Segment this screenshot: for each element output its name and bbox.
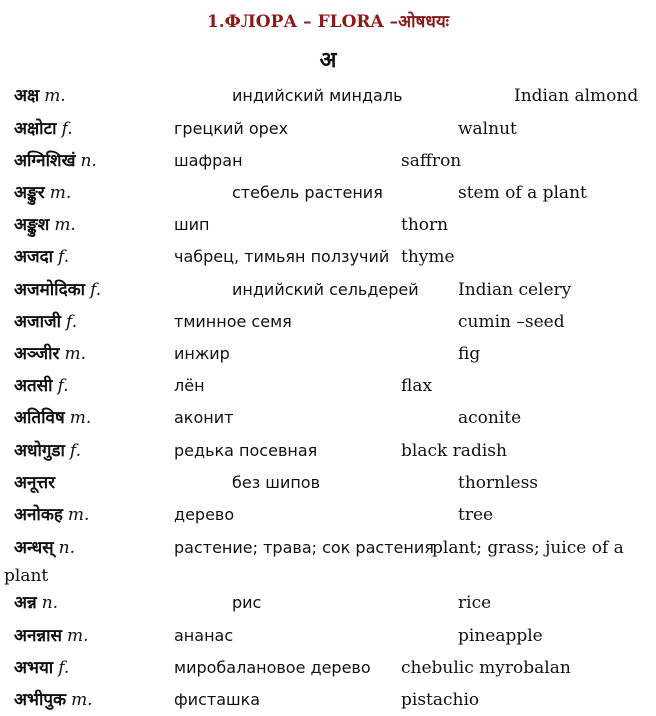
grammatical-gender: m. <box>64 344 86 364</box>
sanskrit-term: अग्निशिखं n. <box>14 151 97 171</box>
english-translation: tree <box>458 505 494 525</box>
english-translation: fig <box>458 344 481 364</box>
grammatical-gender: n. <box>58 538 76 558</box>
russian-translation: растение; трава; сок растения <box>174 538 434 557</box>
grammatical-gender: m. <box>71 690 93 710</box>
dictionary-entry <box>0 652 656 684</box>
english-translation-continuation: plant <box>4 566 49 586</box>
sanskrit-term: अन्न n. <box>14 593 59 613</box>
dictionary-entry <box>0 338 656 370</box>
english-translation: rice <box>458 593 492 613</box>
russian-translation: инжир <box>174 344 230 363</box>
dictionary-entry <box>0 370 656 402</box>
english-translation: plant; grass; juice of a <box>432 538 624 558</box>
grammatical-gender: f. <box>90 280 102 300</box>
russian-translation: редька посевная <box>174 441 318 460</box>
russian-translation: лён <box>174 376 205 395</box>
dictionary-entry <box>0 435 656 467</box>
sanskrit-term: अङ्कुर m. <box>14 183 72 203</box>
dictionary-entry <box>0 587 656 619</box>
grammatical-gender: f. <box>57 376 69 396</box>
russian-translation: рис <box>232 593 262 612</box>
sanskrit-term: अजदा f. <box>14 247 70 267</box>
sanskrit-term: अभया f. <box>14 658 70 678</box>
dictionary-entry <box>0 684 656 716</box>
grammatical-gender: m. <box>69 408 92 428</box>
dictionary-entry <box>0 209 656 241</box>
dictionary-entry <box>0 274 656 306</box>
dictionary-entry <box>0 306 656 338</box>
english-translation: pistachio <box>401 690 480 710</box>
dictionary-entry <box>0 177 656 209</box>
english-translation: walnut <box>458 119 517 139</box>
dictionary-entry <box>0 499 656 531</box>
grammatical-gender: f. <box>69 441 82 461</box>
sanskrit-term: अन्धस् n. <box>14 538 76 558</box>
english-translation: thyme <box>401 247 455 267</box>
grammatical-gender: f. <box>58 247 70 267</box>
russian-translation: миробалановое дерево <box>174 658 371 677</box>
section-letter: अ <box>319 48 337 73</box>
grammatical-gender: m. <box>67 505 90 525</box>
russian-translation: индийский сельдерей <box>232 280 419 299</box>
russian-translation: аконит <box>174 408 234 427</box>
russian-translation: стебель растения <box>232 183 383 202</box>
grammatical-gender: f. <box>66 312 78 332</box>
grammatical-gender: m. <box>49 183 72 203</box>
dictionary-entry <box>0 113 656 145</box>
russian-translation: индийский миндаль <box>232 86 403 105</box>
english-translation: thornless <box>458 473 539 493</box>
english-translation: black radish <box>401 441 507 461</box>
russian-translation: грецкий орех <box>174 119 289 138</box>
sanskrit-term: अतिविष m. <box>14 408 92 428</box>
russian-translation: ананас <box>174 626 234 645</box>
sanskrit-term: अतसी f. <box>14 376 69 396</box>
russian-translation: без шипов <box>232 473 321 492</box>
sanskrit-term: अनन्नास m. <box>14 626 89 646</box>
english-translation: Indian almond <box>514 86 639 106</box>
grammatical-gender: m. <box>67 626 89 646</box>
grammatical-gender: m. <box>44 86 66 106</box>
grammatical-gender: m. <box>54 215 76 235</box>
sanskrit-term: अक्ष m. <box>14 86 66 106</box>
dictionary-entry <box>0 145 656 177</box>
sanskrit-term: अजमोदिका f. <box>14 280 102 300</box>
chapter-heading: 1.ФЛОРА – FLORA –ओषधयः <box>206 12 450 32</box>
sanskrit-term: अधोगुडा f. <box>14 441 82 461</box>
dictionary-entry <box>0 80 656 112</box>
dictionary-entry <box>0 532 656 586</box>
russian-translation: дерево <box>174 505 235 524</box>
grammatical-gender: n. <box>80 151 97 171</box>
dictionary-entry <box>0 402 656 434</box>
grammatical-gender: f. <box>61 119 73 139</box>
sanskrit-term: अञ्जीर m. <box>14 344 86 364</box>
grammatical-gender: f. <box>58 658 70 678</box>
dictionary-entry <box>0 467 656 499</box>
english-translation: pineapple <box>458 626 543 646</box>
sanskrit-term: अजाजी f. <box>14 312 78 332</box>
sanskrit-term: अनूत्तर <box>14 473 56 493</box>
english-translation: thorn <box>401 215 449 235</box>
russian-translation: шип <box>174 215 210 234</box>
sanskrit-term: अङ्कुश m. <box>14 215 76 235</box>
russian-translation: тминное семя <box>174 312 292 331</box>
english-translation: Indian celery <box>458 280 572 300</box>
russian-translation: шафран <box>174 151 243 170</box>
english-translation: chebulic myrobalan <box>401 658 571 678</box>
english-translation: stem of a plant <box>458 183 587 203</box>
russian-translation: фисташка <box>174 690 261 709</box>
grammatical-gender: n. <box>41 593 59 613</box>
dictionary-entry <box>0 620 656 652</box>
english-translation: cumin –seed <box>458 312 565 332</box>
sanskrit-term: अक्षोटा f. <box>14 119 73 139</box>
russian-translation: чабрец, тимьян ползучий <box>174 247 390 266</box>
dictionary-entry <box>0 241 656 273</box>
english-translation: flax <box>401 376 433 396</box>
sanskrit-term: अनोकह m. <box>14 505 90 525</box>
english-translation: saffron <box>401 151 462 171</box>
sanskrit-term: अभीपुक m. <box>14 690 93 710</box>
english-translation: aconite <box>458 408 522 428</box>
